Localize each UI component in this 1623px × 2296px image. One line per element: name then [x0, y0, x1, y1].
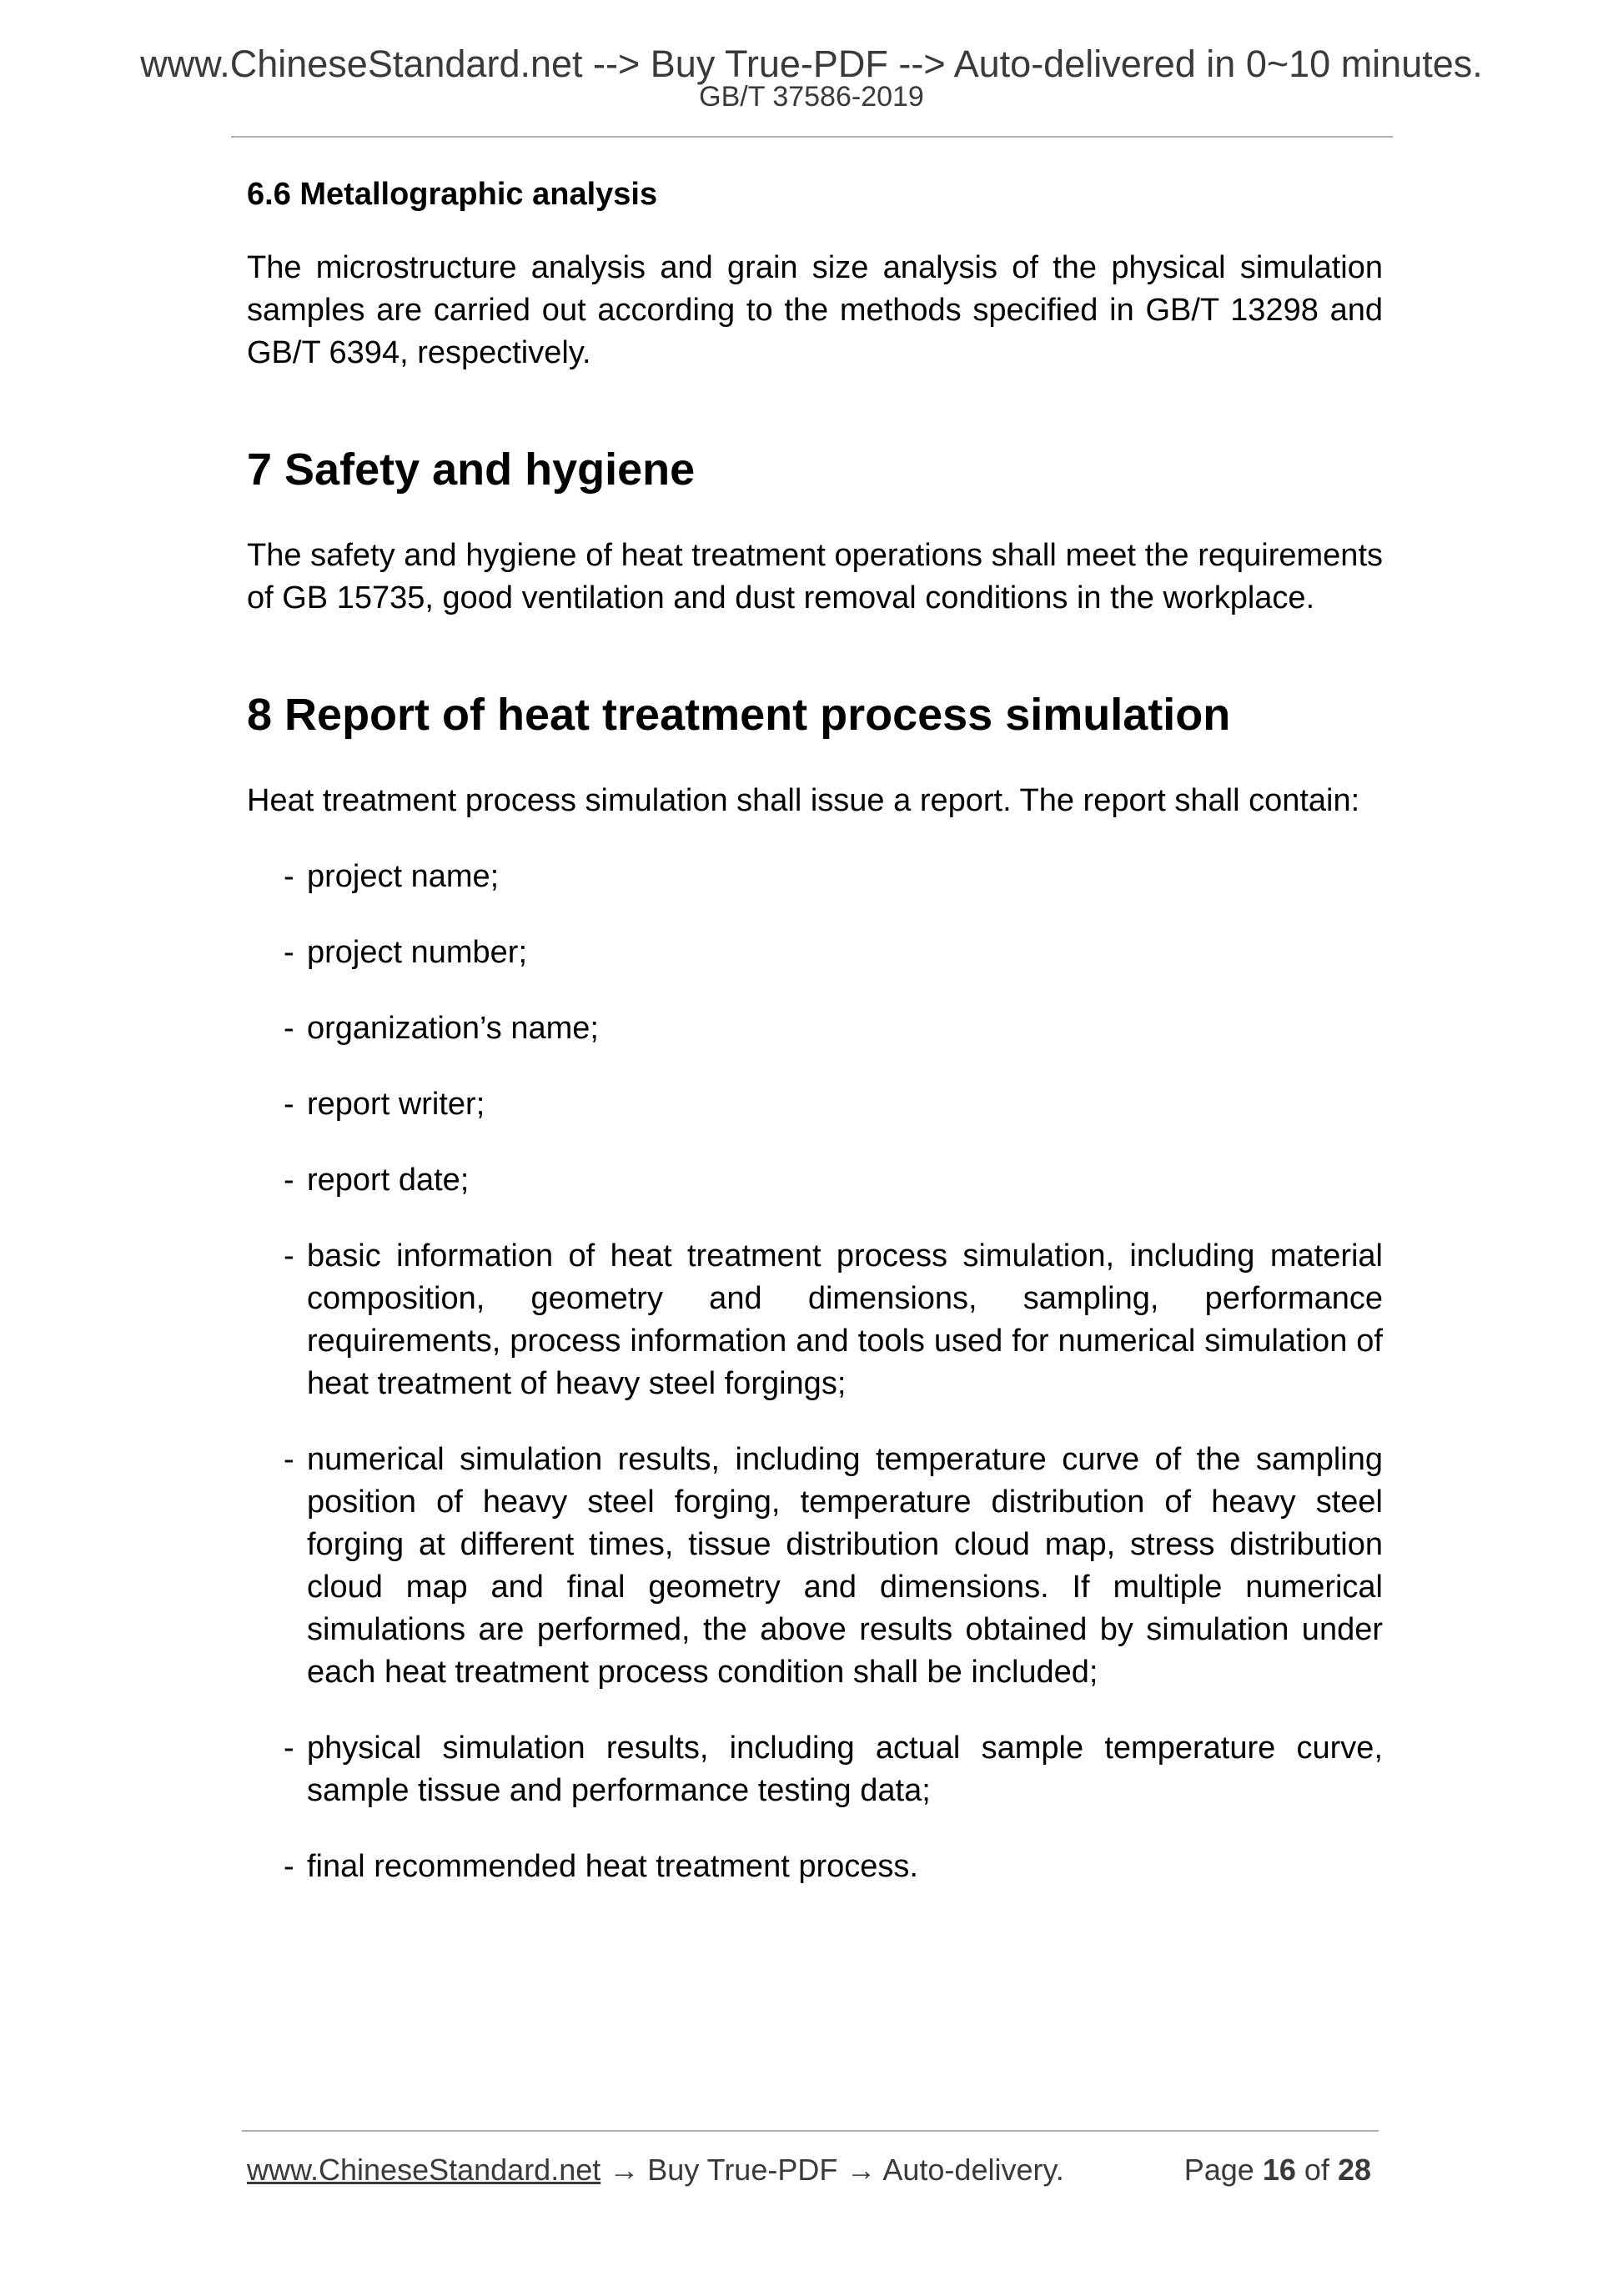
page-of: of	[1304, 2153, 1329, 2187]
list-item-text: organization’s name;	[307, 1011, 599, 1046]
list-item	[284, 932, 1383, 974]
list-item	[284, 1235, 1383, 1405]
header-divider	[231, 136, 1393, 138]
footer-site-link[interactable]: www.ChineseStandard.net	[247, 2153, 601, 2187]
list-dash: -	[284, 1011, 294, 1046]
list-dash: -	[284, 1731, 294, 1766]
list-item	[284, 1159, 1383, 1202]
section-6-6-heading: 6.6 Metallographic analysis	[247, 177, 658, 212]
section-8-heading: 8 Report of heat treatment process simulation	[247, 690, 1231, 740]
list-dash: -	[284, 1087, 294, 1122]
list-item	[284, 1439, 1383, 1694]
footer-divider	[242, 2130, 1379, 2132]
header-banner: www.ChineseStandard.net --> Buy True-PDF --> Auto-delivered in 0~10 minutes.	[140, 43, 1483, 85]
list-item-text: project number;	[307, 935, 528, 970]
list-item-text: physical simulation results, including actual sample temperature curve, sample tissue and performance testing data;	[307, 1731, 1383, 1808]
section-7-heading: 7 Safety and hygiene	[247, 445, 696, 495]
list-dash: -	[284, 1442, 294, 1477]
list-dash: -	[284, 935, 294, 970]
footer-delivery-text: Auto-delivery.	[882, 2153, 1064, 2187]
section-8-intro: Heat treatment process simulation shall issue a report. The report shall contain:	[247, 783, 1360, 818]
footer-buy-text: Buy True-PDF	[647, 2153, 838, 2187]
page-total: 28	[1337, 2153, 1371, 2187]
list-dash: -	[284, 1163, 294, 1198]
section-6-6-body: The microstructure analysis and grain size analysis of the physical simulation samples are carried out according to the methods specified in GB/T 13298 and GB/T 6394, respectively.	[247, 250, 1383, 370]
list-item-text: project name;	[307, 859, 500, 894]
page-label: Page	[1183, 2153, 1254, 2187]
report-contents-list	[247, 856, 1383, 1888]
footer-links	[247, 2152, 1064, 2188]
list-dash: -	[284, 859, 294, 894]
section-7-body: The safety and hygiene of heat treatment operations shall meet the requirements of GB 15735, good ventilation and dust removal conditions in the workplace.	[247, 538, 1383, 615]
list-dash: -	[284, 1238, 294, 1274]
list-dash: -	[284, 1849, 294, 1884]
list-item	[284, 1007, 1383, 1050]
document-id: GB/T 37586-2019	[699, 81, 924, 113]
list-item-text: report date;	[307, 1163, 470, 1198]
list-item-text: final recommended heat treatment process.	[307, 1849, 918, 1884]
list-item	[284, 1846, 1383, 1888]
list-item-text: numerical simulation results, including temperature curve of the sampling position of heavy steel forging, temperature distribution of heavy steel forging at different times, tissue distribution cloud map, stress distribution cloud map and final geometry and dimensions. If multiple numerical simulations are performed, the above results obtained by simulation under each heat treatment process condition shall be included;	[307, 1442, 1383, 1690]
arrow-right-icon: →	[609, 2153, 640, 2187]
page-current: 16	[1262, 2153, 1296, 2187]
list-item	[284, 856, 1383, 898]
list-item	[284, 1727, 1383, 1812]
page-number	[1184, 2152, 1371, 2188]
list-item-text: basic information of heat treatment process simulation, including material composition, geometry and dimensions, sampling, performance requirements, process information and tools used for numerical simulation of heat treatment of heavy steel forgings;	[307, 1238, 1383, 1401]
page-content	[247, 175, 1383, 1922]
list-item	[284, 1083, 1383, 1126]
list-item-text: report writer;	[307, 1087, 485, 1122]
arrow-right-icon: →	[846, 2153, 877, 2187]
